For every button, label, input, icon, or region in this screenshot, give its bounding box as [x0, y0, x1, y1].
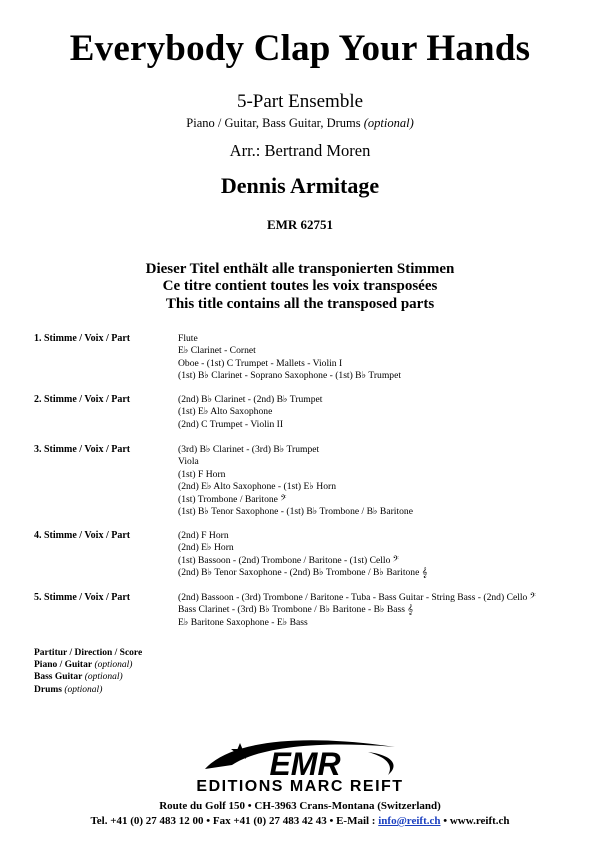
page-title: Everybody Clap Your Hands: [69, 28, 531, 69]
part-list-1: [178, 333, 401, 383]
score-label: Partitur / Direction / Score: [34, 648, 143, 658]
email-link[interactable]: info@reift.ch: [378, 815, 441, 827]
instrument-line: (1st) B♭ Clarinet - Soprano Saxophone - (1st) B♭ Trumpet: [178, 370, 402, 382]
part-list-2: [178, 394, 322, 431]
drums-optional: (optional): [64, 684, 103, 695]
publisher-contact: [0, 816, 600, 827]
instrument-line: (2nd) F Horn: [178, 530, 229, 541]
instrument-line: (3rd) B♭ Clarinet - (3rd) B♭ Trumpet: [178, 444, 320, 455]
part-list-5: [178, 592, 536, 629]
part-list-4: [178, 530, 427, 580]
part-list-3: [178, 444, 413, 518]
notice-german: Dieser Titel enthält alle transponierten Stimmen: [145, 261, 455, 277]
instrument-line: (2nd) Bassoon - (3rd) Trombone / Baritone - Tuba - Bass Guitar - String Bass - (2nd) Cello 𝄢: [178, 592, 536, 603]
catalog-number: EMR 62751: [266, 217, 334, 232]
part-label-3: 3. Stimme / Voix / Part: [34, 444, 131, 455]
instrumentation-text: Piano / Guitar, Bass Guitar, Drums: [186, 116, 361, 130]
part-label-2: 2. Stimme / Voix / Part: [34, 394, 131, 405]
instrumentation-optional: (optional): [363, 116, 414, 130]
publisher-address: Route du Golf 150 • CH-3963 Crans-Montana (Switzerland): [159, 800, 441, 812]
instrument-line: Flute: [178, 333, 198, 344]
instrument-line: (1st) B♭ Tenor Saxophone - (1st) B♭ Trombone / B♭ Baritone: [178, 505, 413, 517]
bass-label: Bass Guitar: [34, 672, 83, 683]
composer: Dennis Armitage: [220, 173, 380, 198]
arranger: Arr.: Bertrand Moren: [229, 141, 371, 160]
notice-french: Ce titre contient toutes les voix transposées: [162, 278, 438, 294]
publisher-name: EDITIONS MARC REIFT: [196, 778, 404, 795]
piano-optional: (optional): [94, 660, 133, 671]
instrument-line: (1st) Trombone / Baritone 𝄢: [178, 493, 287, 505]
instrument-line: Viola: [178, 456, 199, 468]
part-label-5: 5. Stimme / Voix / Part: [34, 592, 131, 603]
instrument-line: (2nd) B♭ Tenor Saxophone - (2nd) B♭ Trombone / B♭ Baritone 𝄞: [178, 567, 428, 579]
instrument-line: (2nd) B♭ Clarinet - (2nd) B♭ Trumpet: [178, 394, 323, 405]
notice-english: This title contains all the transposed parts: [165, 296, 435, 312]
instrument-line: (1st) Bassoon - (2nd) Trombone / Baritone - (1st) Cello 𝄢: [178, 554, 399, 566]
drums-label: Drums: [34, 684, 62, 695]
contact-phone-fax: Tel. +41 (0) 27 483 12 00 • Fax +41 (0) 27 483 42 43 • E-Mail :: [90, 815, 379, 827]
score-and-rhythm-section: [34, 647, 142, 696]
instrument-line: E♭ Clarinet - Cornet: [178, 345, 256, 357]
instrument-line: (2nd) C Trumpet - Violin II: [178, 418, 284, 430]
piano-label: Piano / Guitar: [34, 660, 93, 671]
instrument-line: Bass Clarinet - (3rd) B♭ Trombone / B♭ Baritone - B♭ Bass 𝄞: [178, 604, 414, 616]
instrument-line: Oboe - (1st) C Trumpet - Mallets - Violin I: [178, 357, 343, 369]
subtitle: 5-Part Ensemble: [236, 91, 364, 112]
part-label-1: 1. Stimme / Voix / Part: [34, 333, 131, 344]
instrument-line: (1st) F Horn: [178, 468, 226, 480]
instrumentation-line: [0, 117, 600, 130]
instrument-line: (2nd) E♭ Horn: [178, 542, 234, 554]
instrument-line: (2nd) E♭ Alto Saxophone - (1st) E♭ Horn: [178, 481, 336, 493]
bass-optional: (optional): [84, 672, 123, 683]
website[interactable]: • www.reift.ch: [440, 815, 510, 827]
instrument-line: (1st) E♭ Alto Saxophone: [178, 406, 273, 418]
instrument-line: E♭ Baritone Saxophone - E♭ Bass: [178, 616, 308, 628]
part-label-4: 4. Stimme / Voix / Part: [34, 530, 131, 541]
logo-text: EMR: [269, 746, 341, 782]
